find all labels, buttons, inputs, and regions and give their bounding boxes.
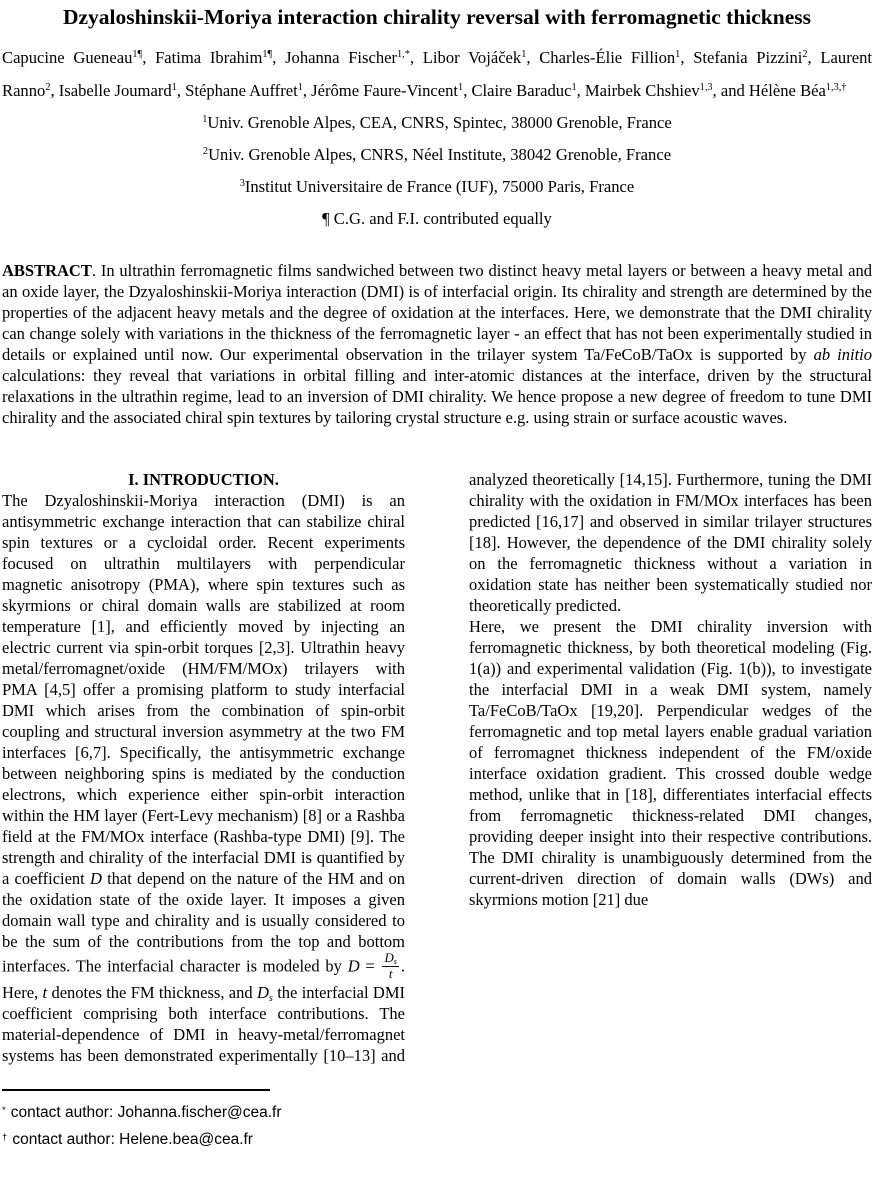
introduction-heading: I. INTRODUCTION. bbox=[128, 469, 279, 489]
footnote-divider bbox=[2, 1089, 270, 1091]
equal-contribution-note: ¶ C.G. and F.I. contributed equally bbox=[322, 208, 552, 228]
abstract-paragraph: ABSTRACT. In ultrathin ferromagnetic films sandwiched between two distinct heavy metal layers or between a heavy metal and an oxide layer, the Dzyaloshinskii-Moriya interaction (DMI) is of interfacial origin. Its chirality and strength are determined by the properties of the adjacent heavy metals and the degree of oxidation at the interfaces. Here, we demonstrate that the DMI chirality can change solely with variations in the thickness of the ferromagnetic layer - an effect that has not been experimentally studied in details or explained until now. Our experimental observation in the trilayer system Ta/FeCoB/TaOx is supported by ab initio calculations: they reveal that variations in orbital filling and inter-atomic distances at the interface, driven by the structural relaxations in the ultrathin regime, lead to an inversion of DMI chirality. We hence propose a new degree of freedom to tune DMI chirality and the associated chiral spin textures by tailoring crystal structure e.g. using strain or surface acoustic waves. bbox=[2, 260, 872, 427]
footnote-contact-1-text: contact author: Johanna.fischer@cea.fr bbox=[10, 1103, 282, 1121]
affiliation-3: $^3$Institut Universitaire de France (IUF), 75000 Paris, France bbox=[239, 176, 635, 196]
intro-paragraph-1: The Dzyaloshinskii-Moriya interaction (DMI) is an antisymmetric exchange interaction that can stabilize chiral spin textures or a cycloidal order. Recent experiments focused on ultrathin multilayers with perpendicular magnetic anisotropy (PMA), where spin textures such as skyrmions or chiral domain walls are stabilized at room temperature [1], and efficiently moved by injecting an electric current via spin-orbit torques [2,3]. Ultrathin heavy metal/ferromagnet/oxide (HM/FM/MOx) trilayers with PMA [4,5] offer a promising platform to study interfacial DMI which arises from the combination of spin-orbit coupling and structural inversion asymmetry at the two FM interfaces [6,7]. Specifically, the antisymmetric exchange between neighboring spins is mediated by the conduction electrons, which experience either spin-orbit interaction within the HM layer (Fert-Levy mechanism) [8] or a Rashba field at the FM/MOx interface (Rashba-type DMI) [9]. The strength and chirality of the interfacial DMI is quantified by a coefficient D that depend on the nature of the HM and on the oxidation state of the oxide layer. It imposes a given domain wall type and chirality and is usually considered to be the sum of the contributions from the top and bottom interfaces. The interfacial character is modeled by D = $\frac{D_s}{t}$ . Here, t denotes the FM thickness, and $D_s$ the interfacial DMI coefficient comprising both interface contributions. The material-dependence of DMI in heavy-metal/ferromagnet systems has been demonstrated experimentally [10–13] and analyzed theoretically [14,15]. Furthermore, tuning the DMI chirality with the oxidation in FM/MOx interfaces has been predicted [16,17] and observed in similar trilayer structures [18]. However, the dependence of the DMI chirality solely on the ferromagnetic thickness without a variation in oxidation state has neither been systematically studied nor theoretically predicted. bbox=[2, 469, 872, 1065]
footnote-contact-1 bbox=[2, 1099, 872, 1126]
footnote-contact-2 bbox=[2, 1126, 872, 1153]
footnote-contact-2-text: contact author: Helene.bea@cea.fr bbox=[12, 1130, 253, 1148]
inline-fraction: $\frac{D_s}{t}$ bbox=[384, 950, 397, 982]
intro-paragraph-2: Here, we present the DMI chirality inversion with ferromagnetic thickness, by both theoretical modeling (Fig. 1(a)) and experimental validation (Fig. 1(b)), to investigate the interfacial DMI in a weak DMI system, namely Ta/FeCoB/TaOx [19,20]. Perpendicular wedges of the ferromagnetic and top metal layers enable gradual variation of ferromagnet thickness independent of the FM/oxide interface oxidation gradient. This crossed double wedge method, unlike that in [18], differentiates interfacial effects from ferromagnetic thickness-related DMI changes, providing deeper insight into their respective contributions. The DMI chirality is unambiguously determined from the current-driven direction of domain walls (DWs) and skyrmions motion [21] due bbox=[469, 616, 872, 909]
page-title: Dzyaloshinskii-Moriya interaction chirality reversal with ferromagnetic thickness bbox=[62, 5, 812, 29]
affiliation-2: $^2$Univ. Grenoble Alpes, CNRS, Néel Institute, 38042 Grenoble, France bbox=[202, 144, 672, 164]
author-list: Capucine Gueneau$^{1\P}$, Fatima Ibrahim$^{1\P}$, Johanna Fischer$^{1,*}$, Libor Vojáček$^1$, Charles-Élie Fillion$^1$, Stefania Pizzini$^2$, Laurent Ranno$^2$, Isabelle Joumard$^1$, Stéphane Auffret$^1$, Jérôme Faure-Vincent$^1$, Claire Baraduc$^1$, Mairbek Chshiev$^{1,3}$, and Hélène Béa$^{1,3,\dagger}$ bbox=[2, 47, 872, 100]
affiliations bbox=[2, 107, 872, 203]
introduction-section bbox=[2, 469, 872, 1076]
footnote-marker-asterisk: * bbox=[2, 1104, 6, 1116]
footnote-marker-dagger: † bbox=[2, 1131, 8, 1143]
affiliation-1: $^1$Univ. Grenoble Alpes, CEA, CNRS, Spintec, 38000 Grenoble, France bbox=[202, 112, 672, 132]
footnote-area bbox=[2, 1089, 872, 1153]
